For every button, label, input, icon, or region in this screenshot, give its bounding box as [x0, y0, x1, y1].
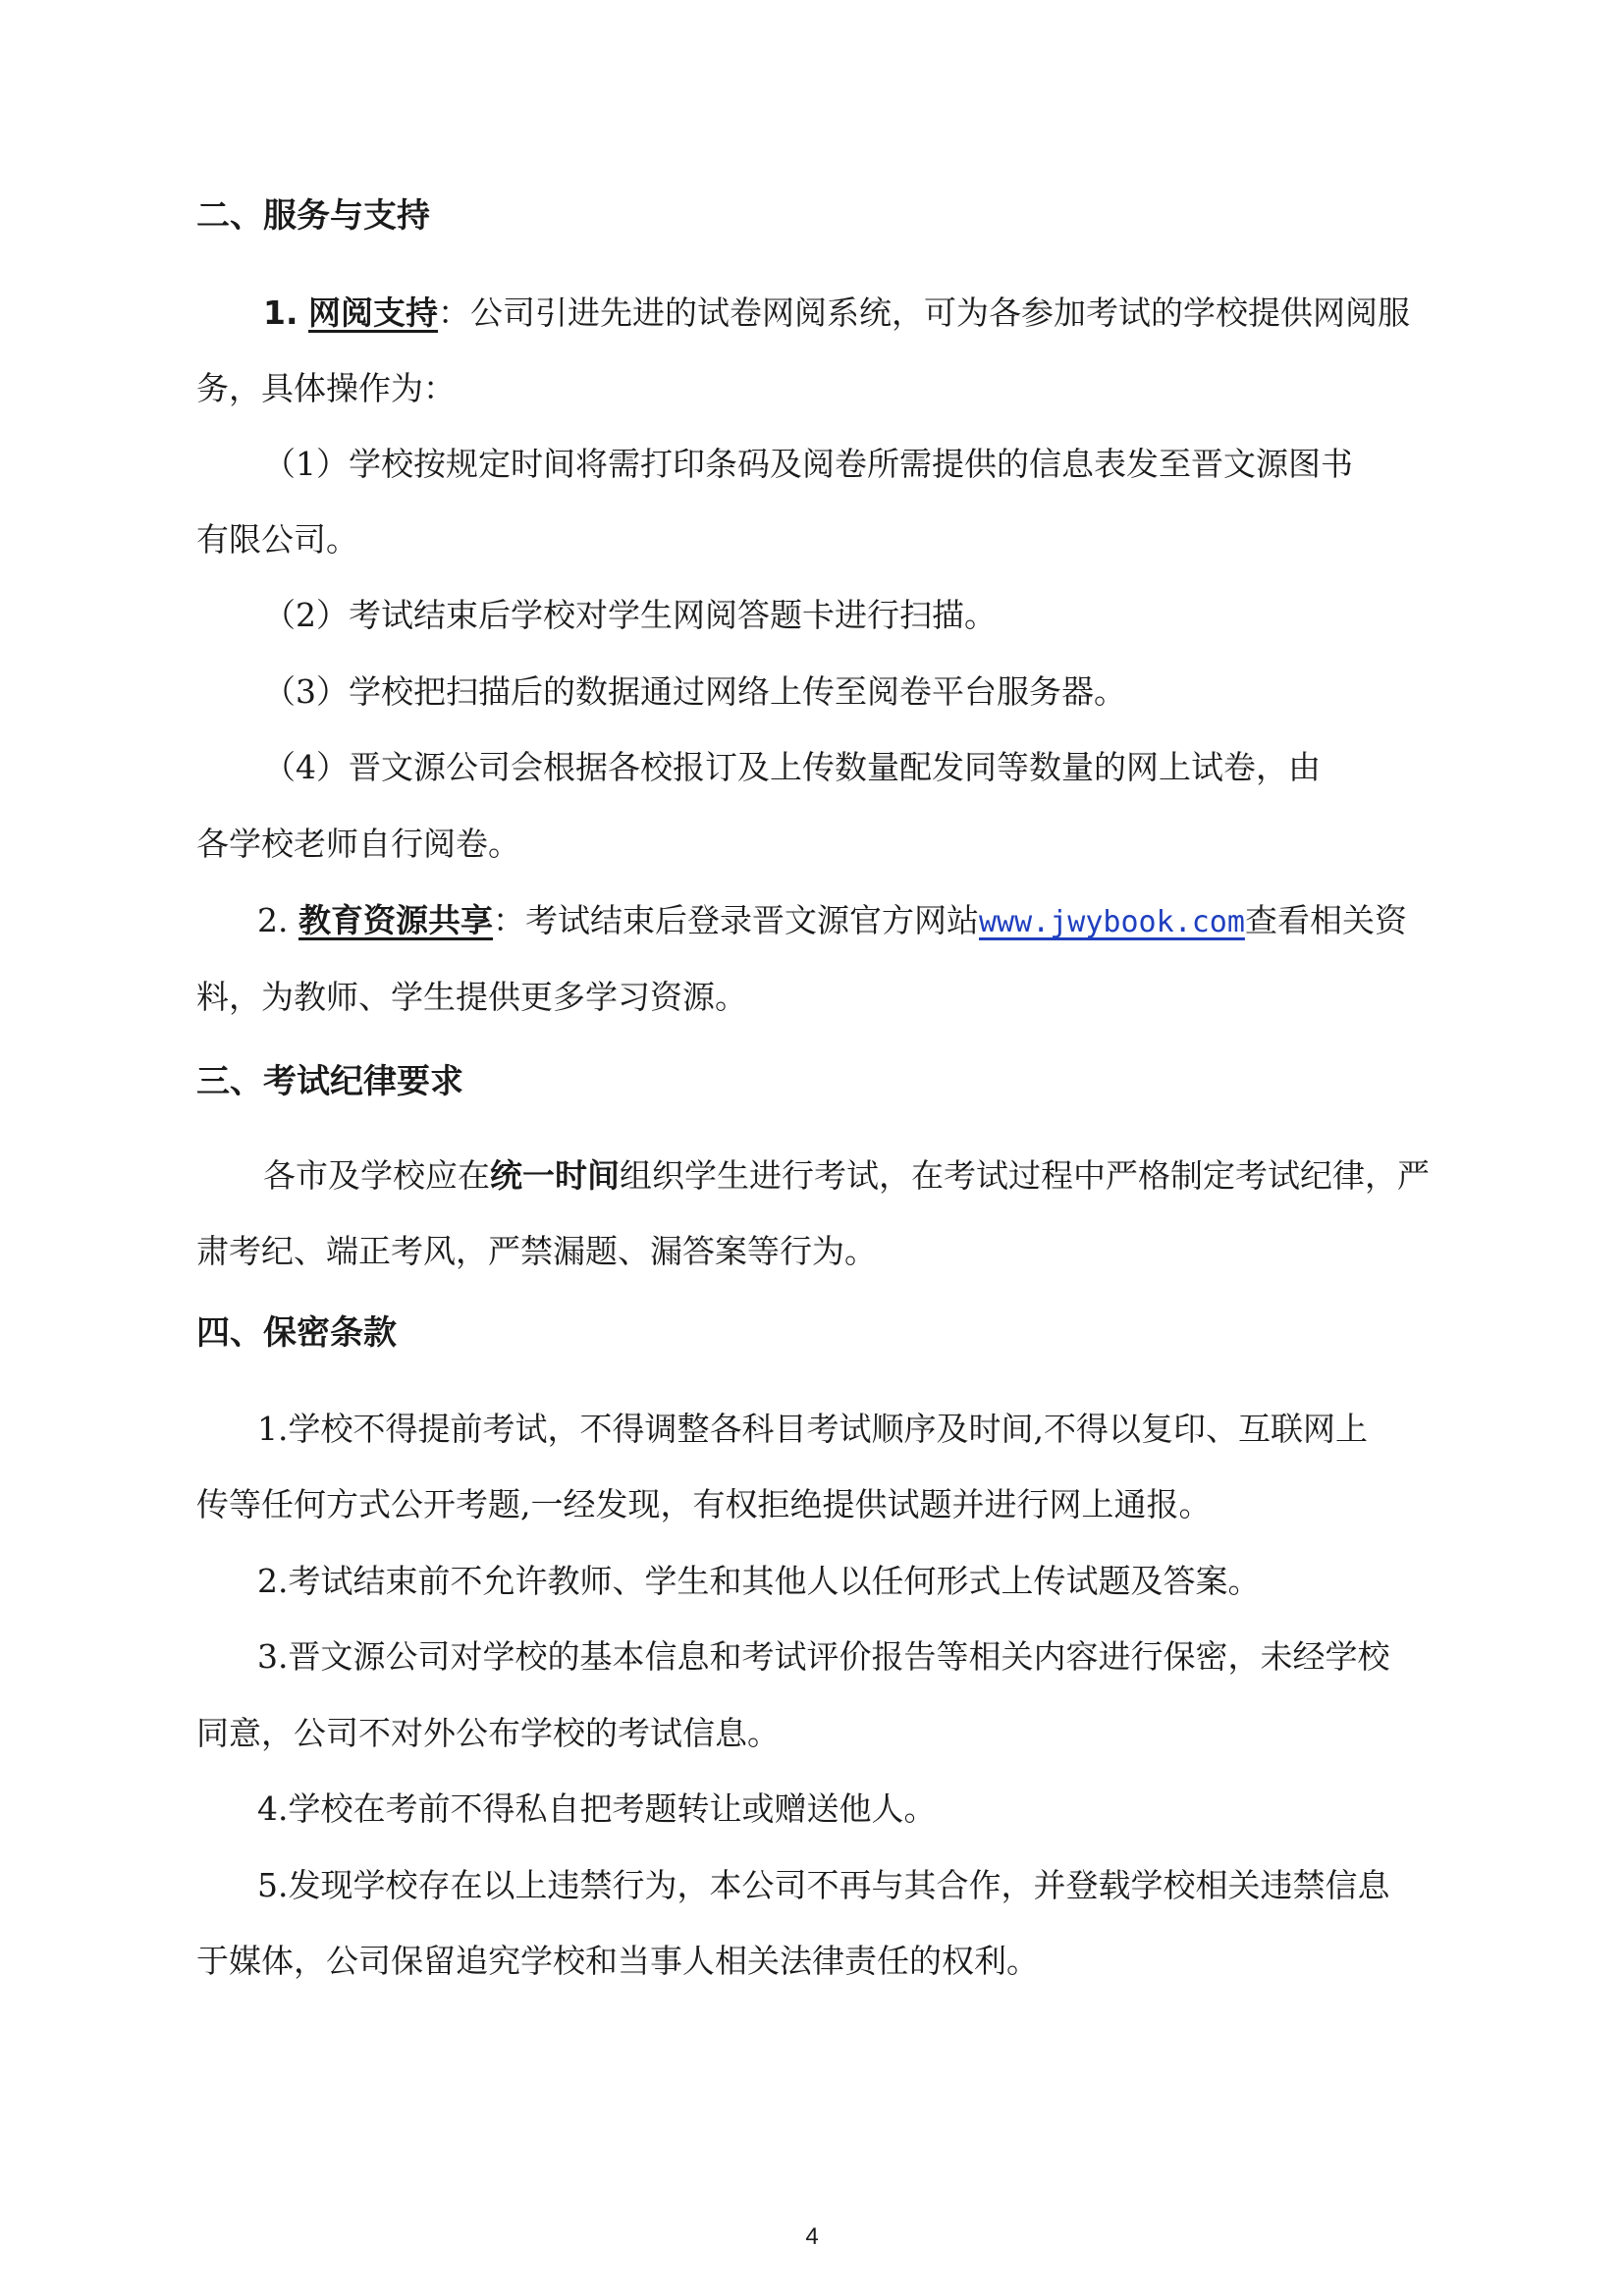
item-colon: ：	[438, 294, 470, 332]
item-title: 网阅支持	[308, 294, 438, 332]
clause-3-line2: 同意，公司不对外公布学校的考试信息。	[196, 1714, 780, 1752]
discipline-paragraph-line2: 肃考纪、端正考风，严禁漏题、漏答案等行为。	[196, 1232, 877, 1270]
item-colon: ：	[493, 901, 525, 939]
clause-5-line1: 5.发现学校存在以上违禁行为，本公司不再与其合作，并登载学校相关违禁信息	[257, 1866, 1390, 1904]
clause-5-line2: 于媒体，公司保留追究学校和当事人相关法律责任的权利。	[196, 1942, 1039, 1980]
section-heading-discipline: 三、考试纪律要求	[196, 1062, 463, 1101]
step-3: （3）学校把扫描后的数据通过网络上传至阅卷平台服务器。	[263, 672, 1126, 711]
item-text-continued: 务，具体操作为：	[196, 369, 456, 407]
clause-1-line2: 传等任何方式公开考题,一经发现，有权拒绝提供试题并进行网上通报。	[196, 1485, 1212, 1523]
item-text-after-link: 查看相关资	[1244, 901, 1407, 939]
item-text: 公司引进先进的试卷网阅系统，可为各参加考试的学校提供网阅服	[470, 294, 1410, 332]
website-link[interactable]: www.jwybook.com	[979, 905, 1245, 939]
clause-1-line1: 1.学校不得提前考试，不得调整各科目考试顺序及时间,不得以复印、互联网上	[257, 1410, 1368, 1448]
discipline-paragraph-line1	[263, 1154, 1500, 1198]
section-heading-confidentiality: 四、保密条款	[196, 1313, 397, 1353]
item-resource-sharing	[257, 899, 1494, 944]
page-number: 4	[805, 2223, 819, 2250]
item-title: 教育资源共享	[298, 901, 493, 939]
step-1-line1: （1）学校按规定时间将需打印条码及阅卷所需提供的信息表发至晋文源图书	[263, 445, 1353, 483]
step-1-line2: 有限公司。	[196, 520, 358, 559]
step-4-line1: （4）晋文源公司会根据各校报订及上传数量配发同等数量的网上试卷，由	[263, 748, 1321, 786]
item-number: 2.	[257, 901, 289, 939]
step-4-line2: 各学校老师自行阅卷。	[196, 825, 520, 863]
clause-2: 2.考试结束前不允许教师、学生和其他人以任何形式上传试题及答案。	[257, 1562, 1261, 1600]
section-heading-services: 二、服务与支持	[196, 196, 430, 236]
discipline-text: 各市及学校应在	[263, 1156, 490, 1195]
clause-3-line1: 3.晋文源公司对学校的基本信息和考试评价报告等相关内容进行保密，未经学校	[257, 1637, 1390, 1676]
item-web-grading	[263, 292, 1500, 335]
clause-4: 4.学校在考前不得私自把考题转让或赠送他人。	[257, 1789, 937, 1828]
item-resource-text-continued: 料，为教师、学生提供更多学习资源。	[196, 978, 747, 1016]
item-text: 考试结束后登录晋文源官方网站	[525, 901, 979, 939]
item-number: 1.	[263, 294, 298, 332]
step-2: （2）考试结束后学校对学生网阅答题卡进行扫描。	[263, 596, 997, 634]
discipline-emphasis: 统一时间	[490, 1156, 620, 1195]
discipline-text-after: 组织学生进行考试，在考试过程中严格制定考试纪律，严	[620, 1156, 1430, 1195]
